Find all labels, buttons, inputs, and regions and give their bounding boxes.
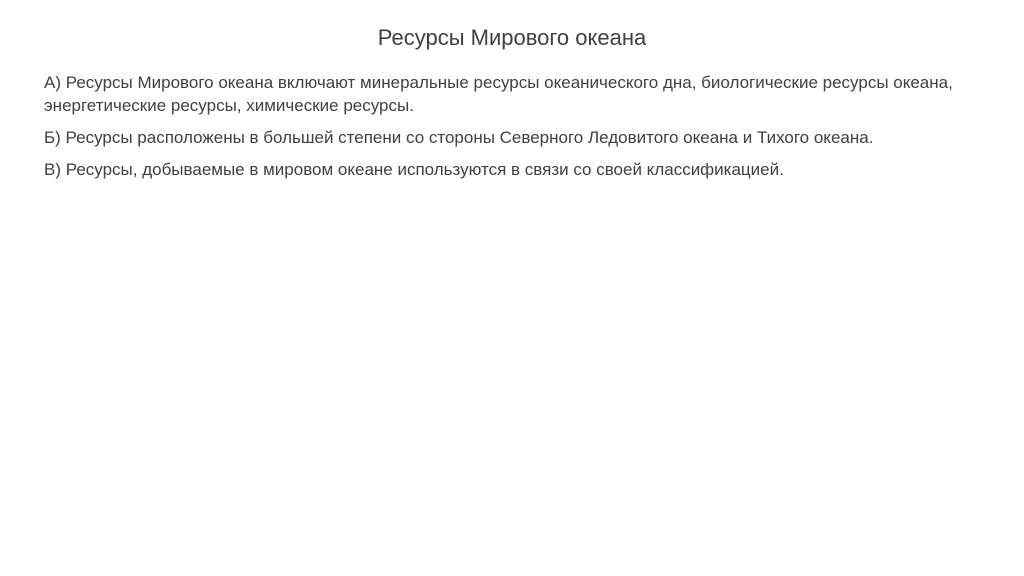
slide-title: Ресурсы Мирового океана — [377, 25, 647, 50]
paragraph-b: Б) Ресурсы расположены в большей степени со стороны Северного Ледовитого океана и Тихого океана. — [44, 128, 874, 147]
paragraph-a: А) Ресурсы Мирового океана включают минеральные ресурсы океанического дна, биологические ресурсы океана, энергетические ресурсы, химические ресурсы. — [44, 73, 953, 115]
slide-body — [44, 71, 974, 190]
paragraph-c: В) Ресурсы, добываемые в мировом океане используются в связи со своей классификацией. — [44, 160, 784, 179]
